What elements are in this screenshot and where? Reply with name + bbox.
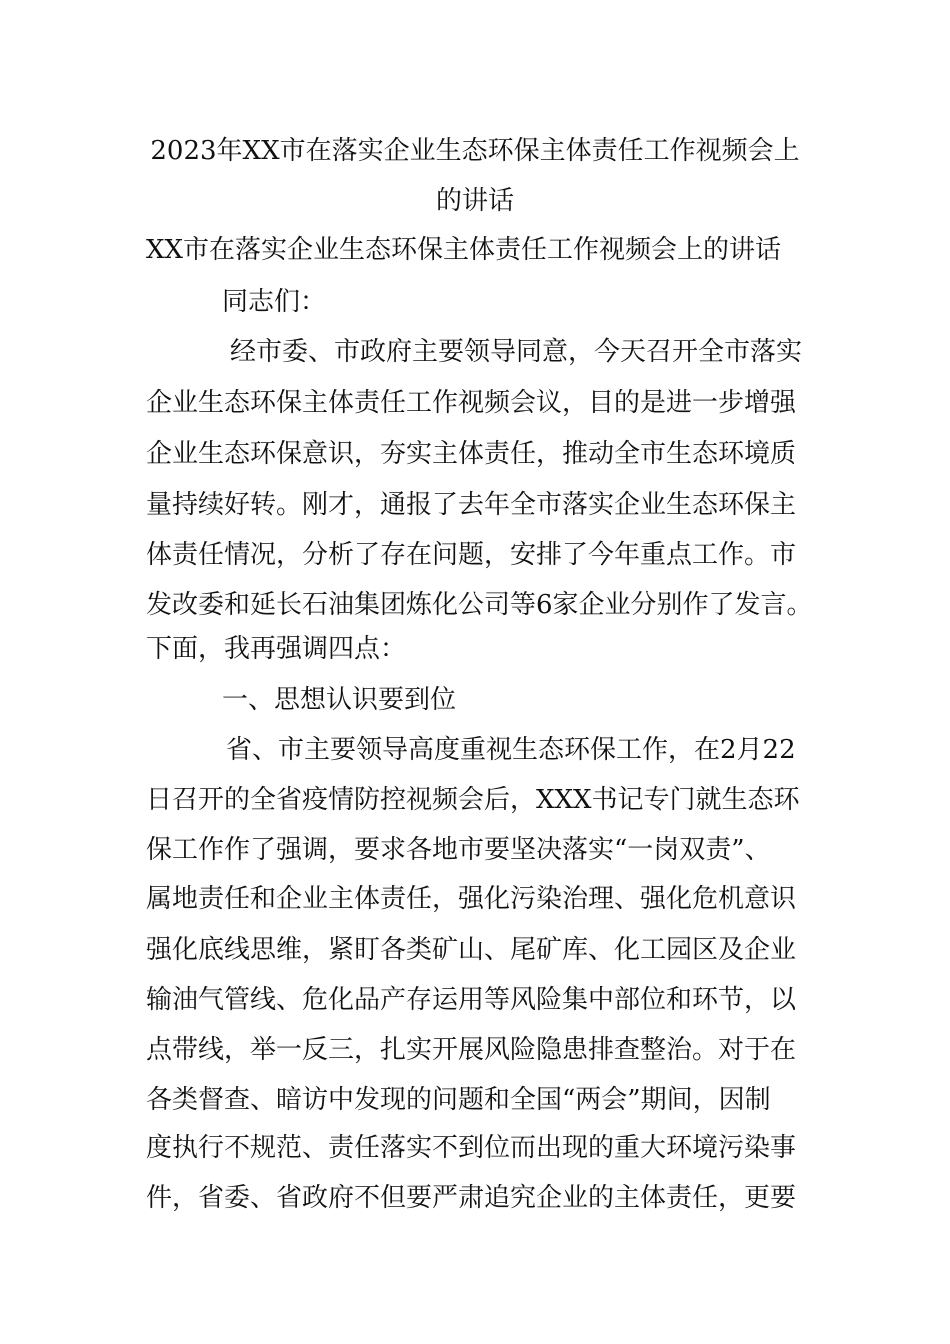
- paragraph-1-line: 企业生态环保意识，夯实主体责任，推动全市生态环境质: [146, 439, 797, 469]
- paragraph-2-line: 度执行不规范、责任落实不到位而出现的重大环境污染事: [146, 1133, 797, 1163]
- paragraph-2-line: 点带线，举一反三，扎实开展风险隐患排查整治。对于在: [146, 1035, 797, 1065]
- paragraph-1-line: 体责任情况，分析了存在问题，安排了今年重点工作。市: [146, 540, 797, 570]
- paragraph-1-line: 下面，我再强调四点：: [146, 634, 407, 664]
- paragraph-2-line: 强化底线思维，紧盯各类矿山、尾矿库、化工园区及企业: [146, 935, 797, 965]
- paragraph-2-line: 省、市主要领导高度重视生态环保工作，在2月22: [226, 735, 796, 765]
- paragraph-1-line: 企业生态环保主体责任工作视频会议，目的是进一步增强: [146, 388, 797, 418]
- paragraph-1-line: 发改委和延长石油集团炼化公司等6家企业分别作了发言。: [146, 590, 813, 620]
- document-subtitle: XX市在落实企业生态环保主体责任工作视频会上的讲话: [146, 235, 782, 265]
- document-title-line-2: 的讲话: [435, 186, 514, 216]
- paragraph-1-line: 经市委、市政府主要领导同意，今天召开全市落实: [230, 337, 803, 367]
- paragraph-2-line: 保工作作了强调，要求各地市要坚决落实“一岗双责”、: [146, 835, 771, 865]
- paragraph-2-line: 输油气管线、危化品产存运用等风险集中部位和环节，以: [146, 985, 797, 1015]
- paragraph-2-line: 属地责任和企业主体责任，强化污染治理、强化危机意识: [146, 884, 797, 914]
- paragraph-2-line: 各类督查、暗访中发现的问题和全国“两会”期间，因制: [146, 1085, 771, 1115]
- section-1-heading: 一、思想认识要到位: [222, 685, 457, 715]
- greeting: 同志们：: [222, 287, 327, 317]
- paragraph-1-line: 量持续好转。刚才，通报了去年全市落实企业生态环保主: [146, 490, 797, 520]
- paragraph-2-line: 日召开的全省疫情防控视频会后，XXX书记专门就生态环: [146, 785, 800, 815]
- document-title-line-1: 2023年XX市在落实企业生态环保主体责任工作视频会上: [150, 136, 800, 166]
- paragraph-2-line: 件，省委、省政府不但要严肃追究企业的主体责任，更要: [146, 1183, 797, 1213]
